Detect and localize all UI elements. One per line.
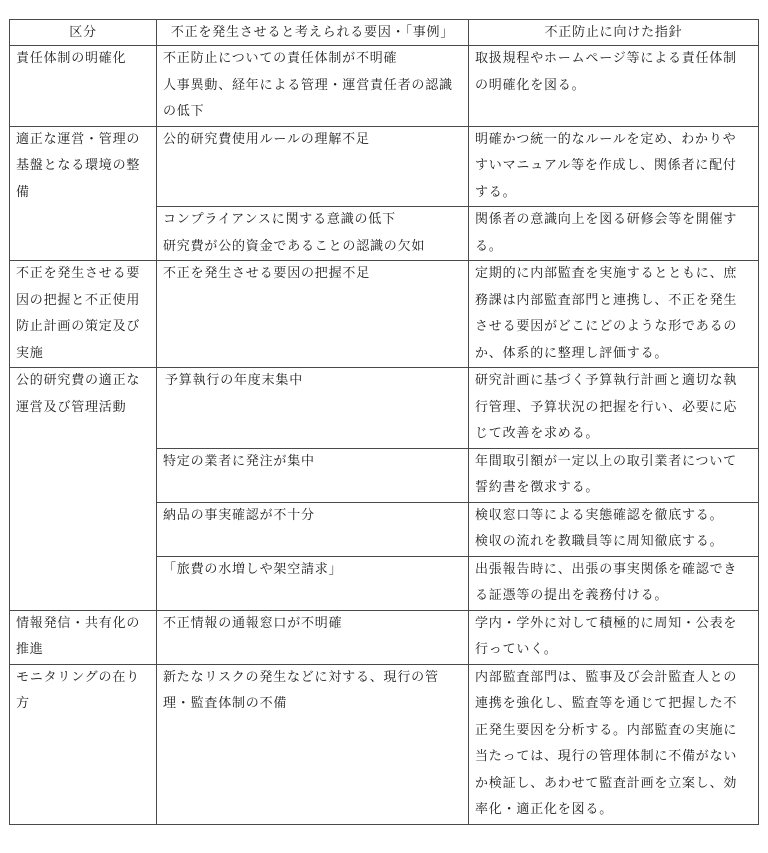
table-row	[10, 46, 759, 127]
factor-text: 研究費が公的資金であることの認識の欠如	[163, 238, 426, 254]
category-cell	[10, 368, 157, 611]
category-text: 不正を発生させる要	[16, 266, 141, 281]
factor-cell	[157, 261, 469, 368]
guideline-text: 定期的に内部監査を実施するとともに、庶	[475, 266, 738, 281]
category-text: 責任体制の明確化	[16, 51, 127, 66]
table-row	[10, 126, 759, 207]
guideline-text: か検証し、あわせて監査計画を立案し、効	[475, 775, 738, 791]
category-cell	[10, 126, 157, 261]
header-guideline: 不正防止に向けた指針	[469, 20, 759, 46]
fraud-prevention-table	[9, 19, 759, 825]
guideline-text: 明確かつ統一的なルールを定め、わかりや	[475, 131, 737, 147]
guideline-text: 年間取引額が一定以上の取引業者について	[475, 453, 737, 469]
guideline-text: すいマニュアル等を作成し、関係者に配付	[475, 158, 737, 173]
guideline-cell	[469, 261, 759, 368]
factor-cell	[157, 556, 469, 610]
table-row	[10, 610, 759, 664]
factor-cell	[157, 448, 469, 502]
guideline-text: か、体系的に整理し評価する。	[475, 345, 669, 361]
factor-text: 特定の業者に発注が集中	[163, 453, 315, 469]
guideline-text: る証憑等の提出を義務付ける。	[475, 588, 669, 603]
guideline-text: 取扱規程やホームページ等による責任体制	[475, 51, 737, 66]
factor-text: 不正情報の通報窓口が不明確	[163, 615, 343, 631]
document-table-wrapper	[9, 19, 759, 825]
guideline-text: る。	[475, 238, 503, 254]
factor-text: 不正を発生させる要因の把握不足	[163, 266, 371, 281]
guideline-text: 連携を強化し、監査等を通じて把握した不	[475, 696, 738, 711]
guideline-text: 研究計画に基づく予算執行計画と適切な執	[475, 373, 738, 388]
guideline-text: 出張報告時に、出張の事実関係を確認でき	[475, 561, 738, 577]
factor-cell	[157, 502, 469, 556]
factor-text: 理・監査体制の不備	[163, 696, 288, 711]
guideline-cell	[469, 502, 759, 556]
guideline-cell	[469, 126, 759, 207]
category-text: 情報発信・共有化の	[16, 615, 141, 631]
factor-text: 新たなリスクの発生などに対する、現行の管	[163, 669, 439, 685]
guideline-text: する。	[475, 184, 517, 200]
guideline-text: 行管理、予算状況の把握を行い、必要に応	[475, 399, 738, 415]
guideline-cell	[469, 556, 759, 610]
category-cell	[10, 46, 157, 127]
factor-text: 予算執行の年度末集中	[165, 373, 304, 388]
factor-cell	[157, 207, 469, 261]
guideline-text: 関係者の意識向上を図る研修会等を開催す	[475, 212, 738, 227]
factor-cell	[157, 610, 469, 664]
table-header-row	[10, 20, 759, 46]
table-row	[10, 368, 759, 449]
guideline-text: じて改善を求める。	[475, 426, 600, 441]
category-text: 実施	[16, 345, 44, 361]
category-text: 方	[16, 696, 30, 711]
category-cell	[10, 664, 157, 824]
guideline-cell	[469, 610, 759, 664]
category-cell	[10, 261, 157, 368]
factor-text: コンプライアンスに関する意識の低下	[163, 212, 396, 227]
factor-text: 公的研究費使用ルールの理解不足	[163, 131, 370, 147]
factor-cell	[157, 46, 469, 127]
guideline-text: 誓約書を徴求する。	[475, 480, 600, 495]
category-text: モニタリングの在り	[16, 669, 140, 685]
guideline-text: 当たっては、現行の管理体制に不備がない	[475, 749, 738, 764]
factor-text: の低下	[163, 104, 205, 119]
guideline-cell	[469, 207, 759, 261]
factor-text: 納品の事実確認が不十分	[163, 507, 315, 523]
guideline-cell	[469, 46, 759, 127]
factor-text: 人事異動、経年による管理・運営責任者の認識	[163, 77, 453, 93]
guideline-text: 率化・適正化を図る。	[475, 802, 614, 817]
category-text: 適正な運営・管理の	[16, 131, 141, 147]
header-category: 区分	[10, 20, 157, 46]
guideline-cell	[469, 664, 759, 824]
guideline-cell	[469, 448, 759, 502]
category-cell	[10, 610, 157, 664]
guideline-text: 行っていく。	[475, 642, 558, 657]
guideline-text: 務課は内部監査部門と連携し、不正を発生	[475, 292, 738, 308]
category-text: 推進	[16, 642, 44, 657]
category-text: 防止計画の策定及び	[16, 319, 141, 334]
factor-cell	[157, 664, 469, 824]
guideline-text: 内部監査部門は、監事及び会計監査人との	[475, 669, 738, 685]
factor-cell	[157, 368, 469, 449]
factor-cell	[157, 126, 469, 207]
factor-text: 不正防止についての責任体制が不明確	[163, 51, 398, 66]
guideline-text: 検収の流れを教職員等に周知徹底する。	[475, 534, 724, 549]
category-text: 運営及び管理活動	[16, 399, 127, 415]
guideline-text: 正発生要因を分析する。内部監査の実施に	[475, 722, 738, 738]
guideline-text: の明確化を図る。	[475, 77, 586, 93]
table-row	[10, 261, 759, 368]
factor-text: 「旅費の水増しや架空請求」	[163, 561, 343, 577]
guideline-cell	[469, 368, 759, 449]
category-text: 基盤となる環境の整	[16, 158, 141, 173]
category-text: 因の把握と不正使用	[16, 292, 141, 308]
category-text: 公的研究費の適正な	[16, 373, 141, 388]
header-factor: 不正を発生させると考えられる要因・「事例」	[157, 20, 469, 46]
guideline-text: 検収窓口等による実態確認を徹底する。	[475, 507, 724, 523]
guideline-text: させる要因がどこにどのような形であるの	[475, 319, 738, 334]
table-row	[10, 664, 759, 824]
category-text: 備	[16, 184, 30, 200]
guideline-text: 学内・学外に対して積極的に周知・公表を	[475, 615, 738, 631]
